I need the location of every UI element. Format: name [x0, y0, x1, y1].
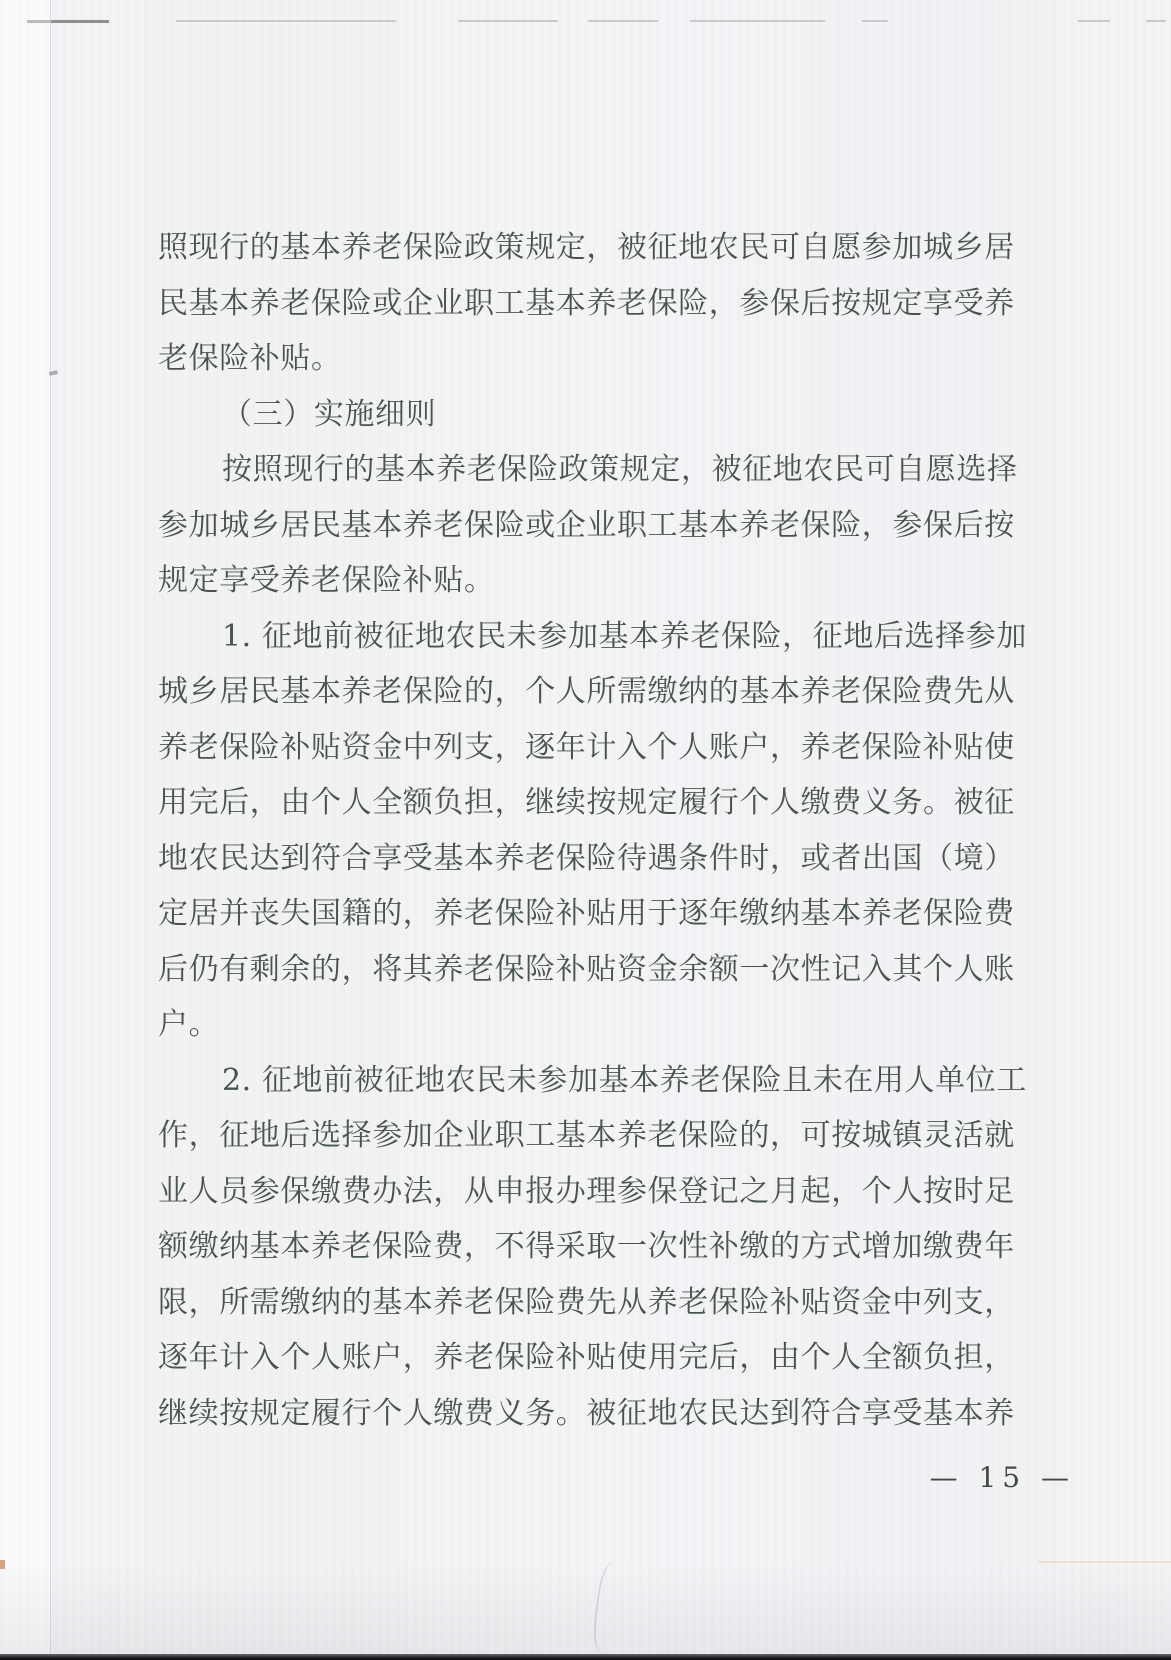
text-line: 业人员参保缴费办法，从申报办理参保登记之月起，个人按时足	[158, 1173, 1015, 1209]
scan-line-segment	[1078, 20, 1110, 22]
text-line: 后仍有剩余的，将其养老保险补贴资金余额一次性记入其个人账	[158, 951, 1015, 987]
scan-line-segment	[1146, 20, 1166, 22]
text-line: 照现行的基本养老保险政策规定，被征地农民可自愿参加城乡居	[158, 230, 1015, 265]
scan-speck	[49, 370, 59, 376]
text-line: 参加城乡居民基本养老保险或企业职工基本养老保险，参保后按	[158, 507, 1015, 543]
text-line-item-1-start: 1. 征地前被征地农民未参加基本养老保险，征地后选择参加	[222, 618, 1027, 654]
text-line: 规定享受养老保险补贴。	[158, 563, 495, 598]
paper-left-edge	[0, 0, 51, 1660]
text-line: 按照现行的基本养老保险政策规定，被征地农民可自愿选择	[222, 452, 1018, 487]
scan-line-bottom-right	[1038, 1561, 1171, 1563]
scan-line-segment	[690, 20, 825, 22]
text-line: 城乡居民基本养老保险的，个人所需缴纳的基本养老保险费先从	[158, 674, 1015, 709]
scan-line-segment	[588, 20, 658, 22]
text-line: 民基本养老保险或企业职工基本养老保险，参保后按规定享受养	[158, 285, 1015, 321]
text-line: 定居并丧失国籍的，养老保险补贴用于逐年缴纳基本养老保险费	[158, 896, 1015, 931]
scan-line-segment	[458, 20, 558, 22]
text-line-item-2-start: 2. 征地前被征地农民未参加基本养老保险且未在用人单位工	[222, 1062, 1027, 1098]
scan-line-segment	[176, 20, 396, 22]
text-line: 老保险补贴。	[158, 341, 342, 376]
text-line: 用完后，由个人全额负担，继续按规定履行个人缴费义务。被征	[158, 785, 1015, 820]
text-line: 户。	[158, 1007, 220, 1042]
scan-shadow-bottom	[0, 1564, 1171, 1654]
text-line: 地农民达到符合享受基本养老保险待遇条件时，或者出国（境）	[158, 840, 1015, 876]
text-line: 作，征地后选择参加企业职工基本养老保险的，可按城镇灵活就	[158, 1118, 1015, 1153]
text-line: 继续按规定履行个人缴费义务。被征地农民达到符合享受基本养	[158, 1395, 1015, 1431]
scan-edge-bottom	[0, 1654, 1171, 1660]
text-line: 额缴纳基本养老保险费，不得采取一次性补缴的方式增加缴费年	[158, 1229, 1015, 1264]
text-line: 限，所需缴纳的基本养老保险费先从养老保险补贴资金中列支，	[158, 1284, 1015, 1320]
text-line: 逐年计入个人账户，养老保险补贴使用完后，由个人全额负担，	[158, 1340, 1015, 1375]
page-number: — 15 —	[929, 1461, 1075, 1494]
document-body	[158, 220, 1027, 1441]
text-line-section-heading: （三）实施细则	[222, 396, 437, 432]
text-line: 养老保险补贴资金中列支，逐年计入个人账户，养老保险补贴使	[158, 729, 1015, 765]
scan-line-segment	[862, 20, 888, 22]
